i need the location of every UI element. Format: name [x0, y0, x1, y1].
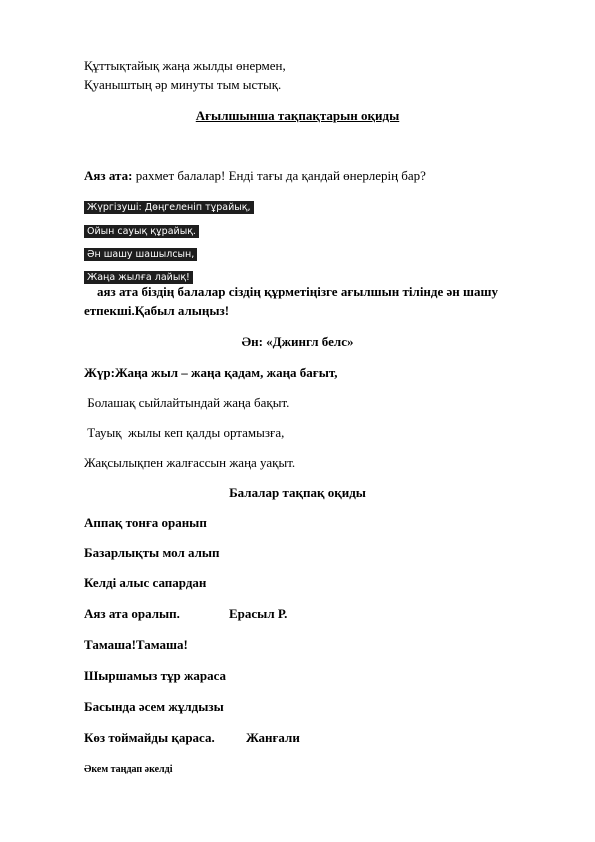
poem-line-7: Басында әсем жұлдызы	[84, 699, 224, 714]
santa-speaker: Аяз ата:	[84, 168, 133, 183]
chorus-line-4: Жақсылықпен жалғассын жаңа уақыт.	[84, 455, 296, 470]
poem-line-3: Келді алыс сапардан	[84, 575, 207, 590]
poem-line-4-text: Аяз ата оралып.	[84, 606, 180, 621]
santa-text: рахмет балалар! Енді тағы да қандай өнерлерің бар?	[132, 168, 426, 183]
santa-line	[84, 168, 426, 184]
verse-line-2: Қуаныштың әр минуты тым ыстық.	[84, 77, 282, 92]
poem-line-1: Аппақ тонға оранып	[84, 515, 207, 530]
verse-line-1: Құттықтайық жаңа жылды өнермен,	[84, 58, 286, 73]
highlighted-line-2: Ойын сауық құрайық.	[84, 222, 199, 238]
footer-line: Әкем таңдап әкелді	[84, 764, 173, 775]
intro-line-2: етпекші.Қабыл алыңыз!	[84, 303, 230, 318]
highlighted-line-1: Жүргізуші: Дөңгеленіп тұрайық,	[84, 198, 254, 214]
chorus-line-2: Болашақ сыйлайтындай жаңа бақыт.	[84, 395, 290, 410]
highlighted-line-3: Ән шашу шашылсын,	[84, 245, 197, 261]
song-title: Ән: «Джингл белс»	[241, 334, 354, 349]
heading-children-poems: Балалар тақпақ оқиды	[229, 485, 366, 500]
highlighted-line-4: Жаңа жылға лайық!	[84, 268, 193, 284]
poem-line-8-text: Көз тоймайды қараса.	[84, 730, 215, 745]
author-2: Жанғали	[246, 730, 300, 745]
heading-english-poems: Ағылшынша тақпақтарын оқиды	[195, 108, 400, 123]
poem-line-6: Шыршамыз тұр жараса	[84, 668, 227, 683]
poem-line-2: Базарлықты мол алып	[84, 545, 220, 560]
intro-line-1: аяз ата біздің балалар сіздің құрметіңізге ағылшын тілінде ән шашу	[84, 284, 498, 299]
chorus-line-1: Жүр:Жаңа жыл – жаңа қадам, жаңа бағыт,	[84, 365, 338, 380]
chorus-line-3: Тауық жылы кеп қалды ортамызға,	[84, 425, 285, 440]
poem-line-8	[84, 730, 300, 746]
poem-line-5: Тамаша!Тамаша!	[84, 637, 188, 652]
author-1: Ерасыл Р.	[229, 606, 288, 621]
poem-line-4	[84, 606, 288, 622]
